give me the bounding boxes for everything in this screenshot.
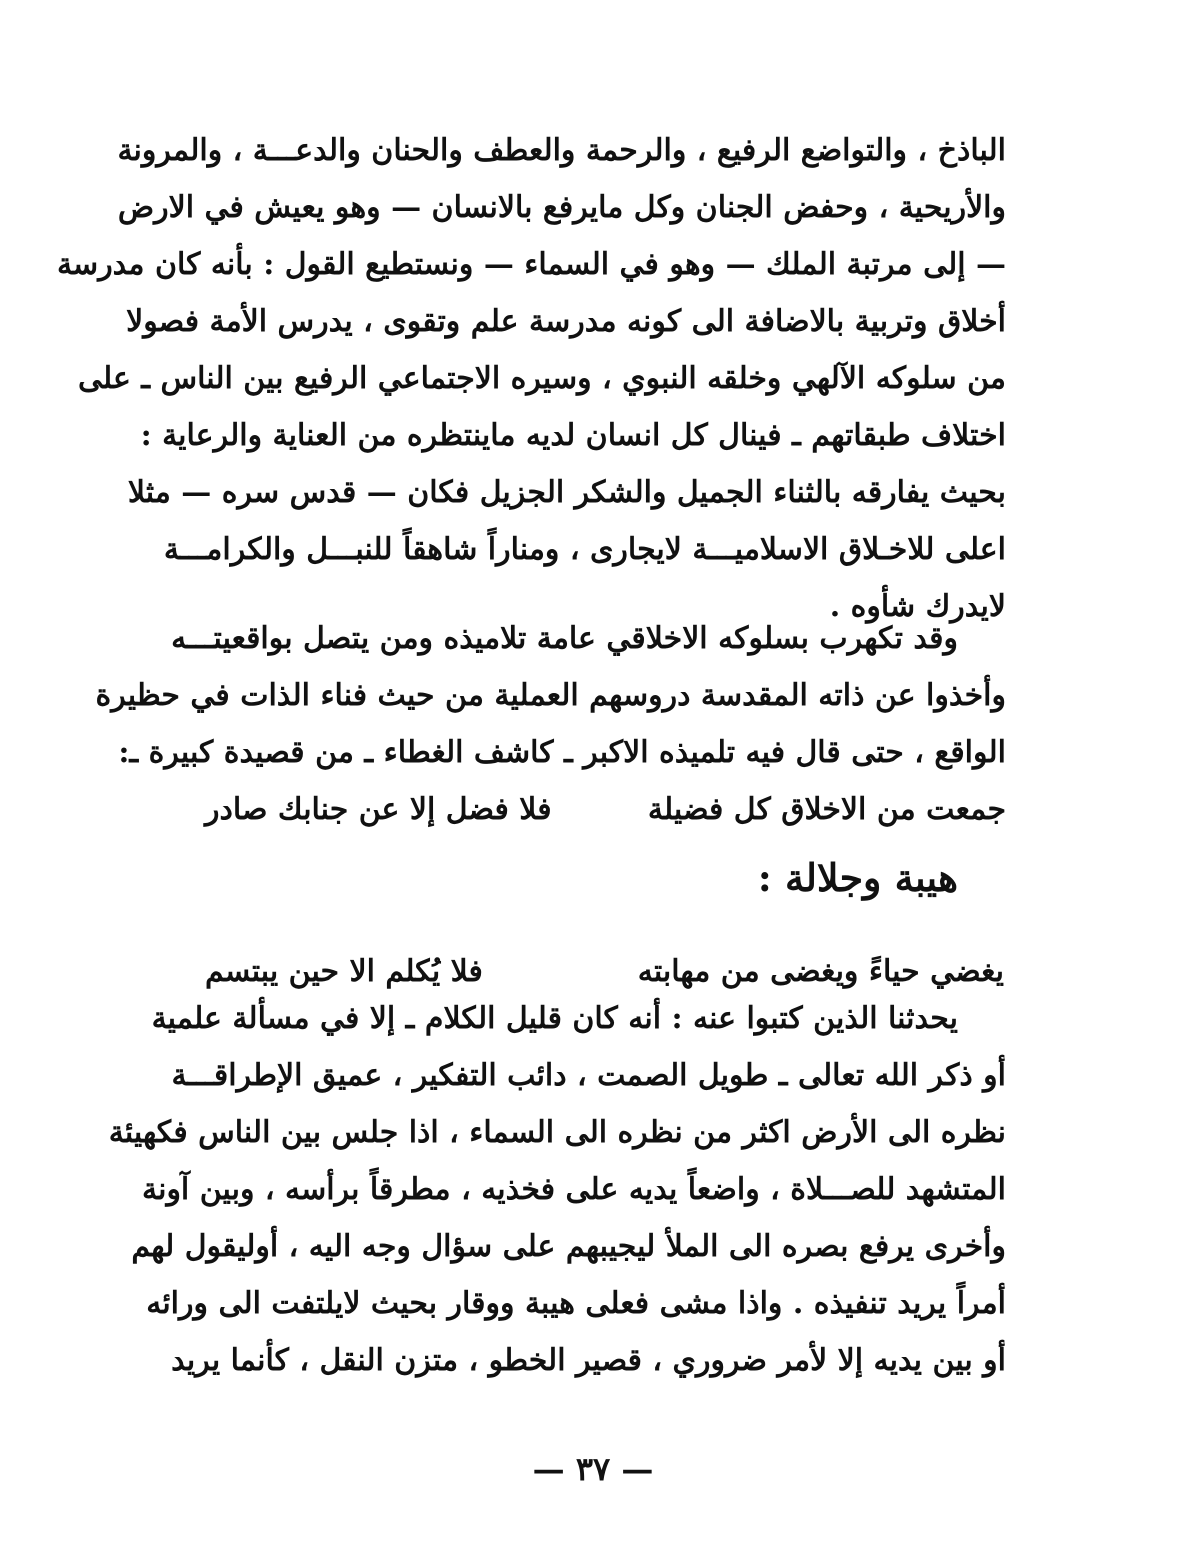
verse-1-first-hemistich: جمعت من الاخلاق كل فضيلة <box>647 792 1006 827</box>
text-line: وأخرى يرفع بصره الى الملأ ليجيبهم على سؤال وجه اليه ، أوليقول لهم <box>131 1229 1006 1264</box>
text-line: أمراً يريد تنفيذه . واذا مشى فعلى هيبة ووقار بحيث لايلتفت الى ورائه <box>146 1286 1006 1321</box>
section-heading: هيبة وجلالة : <box>757 855 958 900</box>
text-line: نظره الى الأرض اكثر من نظره الى السماء ، اذا جلس بين الناس فكهيئة <box>108 1115 1006 1150</box>
text-line: وقد تكهرب بسلوكه الاخلاقي عامة تلاميذه ومن يتصل بواقعيتـــه <box>171 621 958 656</box>
text-line: الواقع ، حتى قال فيه تلميذه الاكبر ـ كاشف الغطاء ـ من قصيدة كبيرة ـ: <box>118 735 1006 770</box>
text-line: أخلاق وتربية بالاضافة الى كونه مدرسة علم وتقوى ، يدرس الأمة فصولا <box>126 304 1006 339</box>
text-line: بحيث يفارقه بالثناء الجميل والشكر الجزيل فكان — قدس سره — مثلا <box>127 475 1006 510</box>
text-line: اعلى للاخـلاق الاسلاميـــة لايجارى ، ومناراً شاهقاً للنبـــل والكرامـــة <box>163 532 1006 567</box>
text-line: وأخذوا عن ذاته المقدسة دروسهم العملية من حيث فناء الذات في حظيرة <box>95 678 1006 713</box>
verse-2-first-hemistich: يغضي حياءً ويغضى من مهابته <box>637 954 1004 989</box>
page-number: — ٣٧ — <box>532 1450 654 1488</box>
text-line: أو بين يديه إلا لأمر ضروري ، قصير الخطو ، متزن النقل ، كأنما يريد <box>171 1343 1006 1378</box>
text-line: — إلى مرتبة الملك — وهو في السماء — ونستطيع القول : بأنه كان مدرسة <box>56 247 1006 282</box>
text-line: من سلوكه الآلهي وخلقه النبوي ، وسيره الاجتماعي الرفيع بين الناس ـ على <box>78 361 1006 396</box>
text-line: لايدرك شأوه . <box>829 589 1006 624</box>
text-line: الباذخ ، والتواضع الرفيع ، والرحمة والعطف والحنان والدعـــة ، والمرونة <box>117 133 1006 168</box>
paragraph-3 <box>108 990 1006 1389</box>
verse-2-second-hemistich: فلا يُكلم الا حين يبتسم <box>205 954 483 989</box>
text-line: المتشهد للصـــلاة ، واضعاً يديه على فخذيه ، مطرقاً برأسه ، وبين آونة <box>142 1172 1006 1207</box>
paragraph-2 <box>95 610 1006 781</box>
verse-1-second-hemistich: فلا فضل إلا عن جنابك صادر <box>205 792 552 827</box>
text-line: والأريحية ، وحفض الجنان وكل مايرفع بالانسان — وهو يعيش في الارض <box>117 190 1006 225</box>
text-line: اختلاف طبقاتهم ـ فينال كل انسان لديه ماينتظره من العناية والرعاية : <box>140 418 1006 453</box>
paragraph-1 <box>56 122 1006 635</box>
text-line: أو ذكر الله تعالى ـ طويل الصمت ، دائب التفكير ، عميق الإطراقـــة <box>171 1058 1006 1093</box>
text-line: يحدثنا الذين كتبوا عنه : أنه كان قليل الكلام ـ إلا في مسألة علمية <box>151 1001 958 1036</box>
